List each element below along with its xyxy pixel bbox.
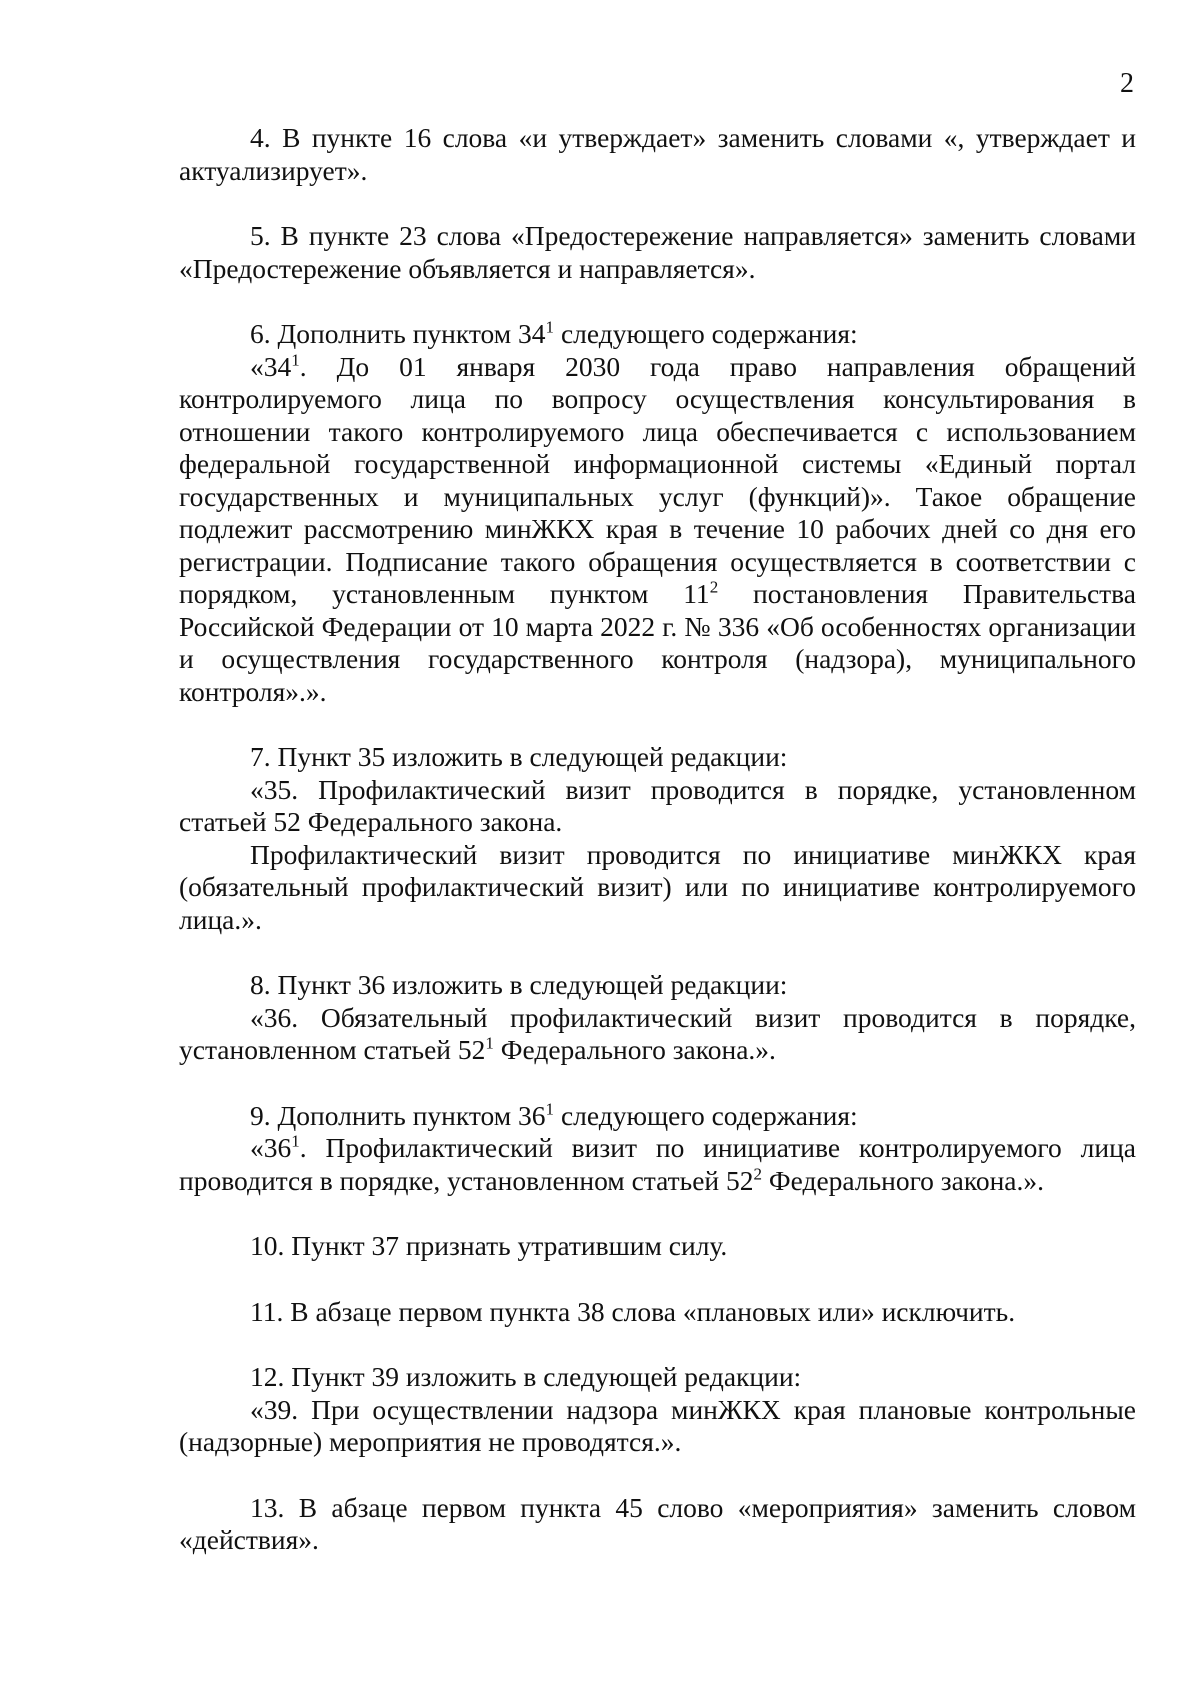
document-item <box>179 1296 1136 1329</box>
text-run: Федерального закона.». <box>762 1164 1045 1196</box>
text-run: . До 01 января 2030 года право направления обращений контролируемого лица по вопросу осуществления консультирования в отношении такого контролируемого лица обеспечивается с использованием федеральной государственной информационной системы «Единый портал государственных и муниципальных услуг (функций)». Такое обращение подлежит рассмотрению минЖКХ края в течение 10 рабочих дней со дня его регистрации. Подписание такого обращения осуществляется в соответствии с порядком, установленным пунктом 11 <box>179 350 1136 609</box>
superscript: 1 <box>545 1098 555 1118</box>
paragraph <box>179 774 1136 839</box>
paragraph <box>179 741 1136 774</box>
text-run: 11. В абзаце первом пункта 38 слова «плановых или» исключить. <box>250 1295 1016 1327</box>
text-run: Федерального закона.». <box>493 1034 776 1065</box>
superscript: 1 <box>545 317 555 337</box>
superscript: 2 <box>753 1163 763 1183</box>
paragraph <box>179 1002 1136 1067</box>
superscript: 1 <box>291 1131 300 1151</box>
text-run: 6. Дополнить пунктом 34 <box>250 318 546 349</box>
superscript: 1 <box>485 1033 494 1053</box>
paragraph <box>179 839 1136 937</box>
paragraph <box>179 1230 1136 1263</box>
paragraph <box>179 1100 1136 1133</box>
text-run: «34 <box>250 350 292 382</box>
text-run: 12. Пункт 39 изложить в следующей редакции: <box>250 1361 802 1392</box>
text-run: 7. Пункт 35 изложить в следующей редакции: <box>250 741 788 772</box>
document-item <box>179 220 1136 285</box>
document-body <box>179 122 1136 1590</box>
document-item <box>179 969 1136 1067</box>
paragraph <box>179 351 1136 709</box>
text-run: 4. В пункте 16 слова «и утверждает» заменить словами «, утверждает и актуализирует». <box>179 122 1136 186</box>
page-number: 2 <box>1120 68 1134 99</box>
text-run: «39. При осуществлении надзора минЖКХ края плановые контрольные (надзорные) мероприятия не проводятся.». <box>179 1393 1136 1457</box>
document-item <box>179 1492 1136 1557</box>
paragraph <box>179 1492 1136 1557</box>
paragraph <box>179 122 1136 187</box>
text-run: Профилактический визит проводится по инициативе минЖКХ края (обязательный профилактический визит) или по инициативе контролируемого лица.». <box>179 838 1136 935</box>
paragraph <box>179 318 1136 351</box>
text-run: «36. Обязательный профилактический визит проводится в порядке, установленном статьей 52 <box>179 1001 1136 1065</box>
document-item <box>179 1230 1136 1263</box>
document-item <box>179 318 1136 708</box>
text-run: 10. Пункт 37 признать утратившим силу. <box>250 1230 728 1261</box>
text-run: . Профилактический визит по инициативе контролируемого лица проводится в порядке, установленном статьей 52 <box>179 1132 1136 1196</box>
text-run: 9. Дополнить пунктом 36 <box>250 1099 546 1131</box>
text-run: «36 <box>250 1132 292 1163</box>
superscript: 2 <box>709 577 719 597</box>
paragraph <box>179 1361 1136 1394</box>
document-item <box>179 1100 1136 1198</box>
text-run: следующего содержания: <box>554 318 858 349</box>
paragraph <box>179 220 1136 285</box>
text-run: 5. В пункте 23 слова «Предостережение направляется» заменить словами «Предостережение объявляется и направляется». <box>179 220 1136 284</box>
paragraph <box>179 1296 1136 1329</box>
superscript: 1 <box>291 349 300 369</box>
document-item <box>179 1361 1136 1459</box>
paragraph <box>179 969 1136 1002</box>
document-item <box>179 741 1136 936</box>
text-run: постановления Правительства Российской Федерации от 10 марта 2022 г. № 336 «Об особенностях организации и осуществления государственного контроля (надзора), муниципального контроля».». <box>179 578 1136 707</box>
text-run: следующего содержания: <box>554 1099 858 1131</box>
text-run: 13. В абзаце первом пункта 45 слово «мероприятия» заменить словом «действия». <box>179 1491 1136 1555</box>
document-item <box>179 122 1136 187</box>
paragraph <box>179 1394 1136 1459</box>
text-run: 8. Пункт 36 изложить в следующей редакции: <box>250 969 788 1000</box>
paragraph <box>179 1132 1136 1197</box>
text-run: «35. Профилактический визит проводится в порядке, установленном статьей 52 Федерального закона. <box>179 773 1136 837</box>
